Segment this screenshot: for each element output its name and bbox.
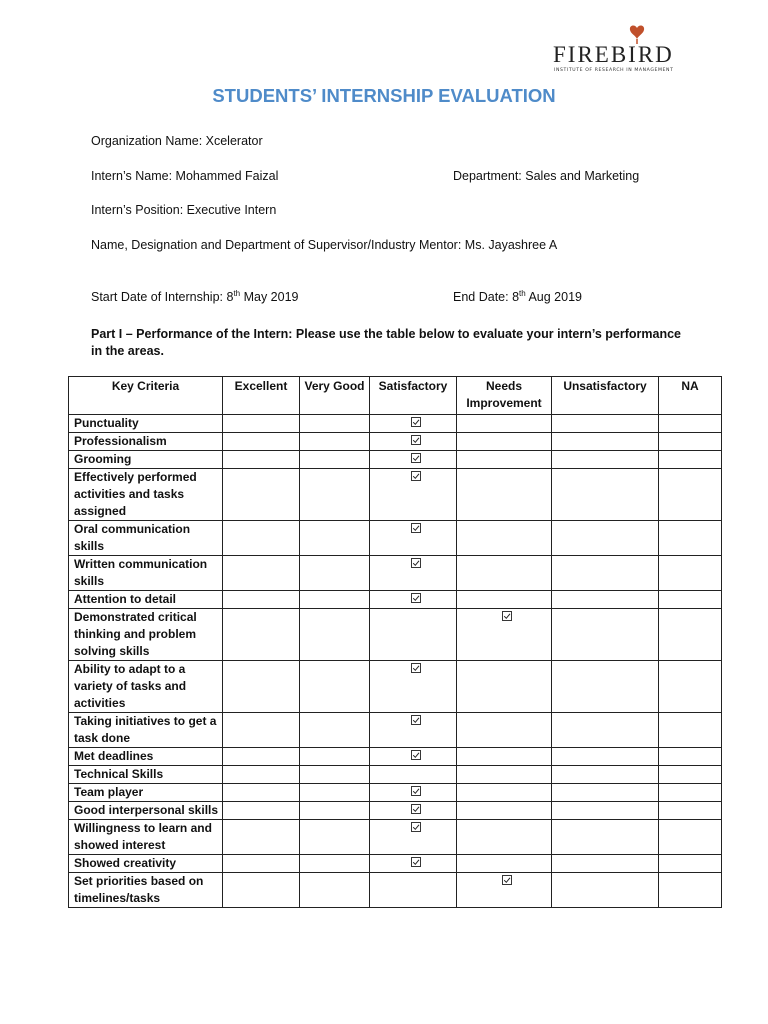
organization-name: Organization Name: Xcelerator [91,134,263,148]
rating-cell [370,820,457,855]
rating-cell [457,855,552,873]
header-satisfactory: Satisfactory [370,377,457,415]
criteria-cell: Technical Skills [69,766,223,784]
table-row [69,766,722,784]
rating-cell [223,748,300,766]
table-row [69,609,722,661]
criteria-cell: Written communication skills [69,556,223,591]
rating-cell [457,469,552,521]
rating-cell [457,521,552,556]
rating-cell [659,433,722,451]
rating-cell [552,855,659,873]
criteria-cell: Grooming [69,451,223,469]
check-box-icon [502,611,512,623]
header-very-good: Very Good [300,377,370,415]
rating-cell [223,433,300,451]
rating-cell [552,661,659,713]
rating-cell [659,855,722,873]
bird-icon [626,24,648,44]
header-na: NA [659,377,722,415]
rating-cell [552,451,659,469]
rating-cell [552,766,659,784]
check-box-icon [411,471,421,483]
rating-cell [370,469,457,521]
rating-cell [300,748,370,766]
logo-wordmark: FIREBIRD [553,42,674,67]
rating-cell [552,748,659,766]
table-header-row [69,377,722,415]
rating-cell [457,784,552,802]
header-excellent: Excellent [223,377,300,415]
rating-cell [659,451,722,469]
rating-cell [659,873,722,908]
part-one-instructions: Part I – Performance of the Intern: Please use the table below to evaluate your intern’s performance in the areas. [91,327,681,358]
header-unsatisfactory: Unsatisfactory [552,377,659,415]
check-box-icon [411,822,421,834]
rating-cell [300,802,370,820]
check-box-icon [411,453,421,465]
rating-cell [223,802,300,820]
criteria-cell: Set priorities based on timelines/tasks [69,873,223,908]
rating-cell [552,784,659,802]
rating-cell [300,784,370,802]
check-box-icon [411,558,421,570]
rating-cell [659,748,722,766]
rating-cell [300,855,370,873]
criteria-cell: Attention to detail [69,591,223,609]
check-box-icon [411,786,421,798]
check-box-icon [411,857,421,869]
rating-cell [370,748,457,766]
table-row [69,451,722,469]
rating-cell [300,591,370,609]
rating-cell [552,433,659,451]
table-row [69,855,722,873]
check-box-icon [411,523,421,535]
rating-cell [659,766,722,784]
criteria-cell: Met deadlines [69,748,223,766]
criteria-cell: Demonstrated critical thinking and problem solving skills [69,609,223,661]
rating-cell [457,609,552,661]
rating-cell [659,591,722,609]
intern-position: Intern’s Position: Executive Intern [91,203,277,217]
table-row [69,556,722,591]
header-needs-improvement: Needs Improvement [457,377,552,415]
rating-cell [457,661,552,713]
rating-cell [300,820,370,855]
criteria-cell: Professionalism [69,433,223,451]
start-date [91,290,299,304]
rating-cell [552,521,659,556]
criteria-cell: Punctuality [69,415,223,433]
rating-cell [300,521,370,556]
table-row [69,748,722,766]
table-row [69,820,722,855]
table-row [69,469,722,521]
rating-cell [659,802,722,820]
table-row [69,591,722,609]
rating-cell [223,661,300,713]
rating-cell [552,802,659,820]
criteria-cell: Effectively performed activities and tasks assigned [69,469,223,521]
rating-cell [300,433,370,451]
logo-tagline: INSTITUTE OF RESEARCH IN MANAGEMENT [554,68,674,73]
rating-cell [552,556,659,591]
rating-cell [223,855,300,873]
rating-cell [457,556,552,591]
rating-cell [300,609,370,661]
criteria-cell: Showed creativity [69,855,223,873]
rating-cell [457,820,552,855]
firebird-logo [553,24,678,76]
rating-cell [457,748,552,766]
criteria-cell: Good interpersonal skills [69,802,223,820]
table-row [69,713,722,748]
rating-cell [223,609,300,661]
check-box-icon [411,750,421,762]
rating-cell [370,855,457,873]
evaluation-table-body [69,415,722,908]
rating-cell [370,556,457,591]
rating-cell [552,469,659,521]
rating-cell [370,609,457,661]
check-box-icon [502,875,512,887]
rating-cell [457,713,552,748]
criteria-cell: Oral communication skills [69,521,223,556]
end-date-value: Aug 2019 [525,290,582,304]
start-date-label: Start Date of Internship: 8 [91,290,234,304]
rating-cell [300,556,370,591]
rating-cell [370,591,457,609]
table-row [69,784,722,802]
table-row [69,661,722,713]
rating-cell [659,521,722,556]
rating-cell [659,415,722,433]
rating-cell [659,469,722,521]
check-box-icon [411,435,421,447]
header-key-criteria: Key Criteria [69,377,223,415]
rating-cell [300,873,370,908]
rating-cell [552,820,659,855]
rating-cell [300,766,370,784]
rating-cell [552,873,659,908]
rating-cell [223,415,300,433]
rating-cell [552,609,659,661]
rating-cell [300,451,370,469]
table-row [69,521,722,556]
start-date-value: May 2019 [240,290,299,304]
rating-cell [223,591,300,609]
criteria-cell: Willingness to learn and showed interest [69,820,223,855]
rating-cell [370,521,457,556]
rating-cell [659,784,722,802]
supervisor-mentor: Name, Designation and Department of Supervisor/Industry Mentor: Ms. Jayashree A [91,238,558,252]
table-row [69,415,722,433]
rating-cell [370,713,457,748]
rating-cell [552,415,659,433]
rating-cell [223,469,300,521]
criteria-cell: Taking initiatives to get a task done [69,713,223,748]
rating-cell [223,451,300,469]
check-box-icon [411,593,421,605]
rating-cell [552,591,659,609]
check-box-icon [411,417,421,429]
rating-cell [300,415,370,433]
intern-name: Intern’s Name: Mohammed Faizal [91,169,279,183]
rating-cell [223,713,300,748]
rating-cell [457,766,552,784]
rating-cell [370,433,457,451]
rating-cell [370,661,457,713]
end-date-suffix: th [519,288,526,298]
rating-cell [370,766,457,784]
rating-cell [659,609,722,661]
end-date-label: End Date: 8 [453,290,520,304]
rating-cell [659,820,722,855]
evaluation-table [68,376,722,908]
check-box-icon [411,663,421,675]
rating-cell [223,521,300,556]
rating-cell [457,802,552,820]
rating-cell [300,661,370,713]
rating-cell [370,415,457,433]
rating-cell [223,820,300,855]
criteria-cell: Team player [69,784,223,802]
rating-cell [457,451,552,469]
table-row [69,873,722,908]
rating-cell [223,784,300,802]
rating-cell [370,802,457,820]
rating-cell [223,556,300,591]
check-box-icon [411,715,421,727]
rating-cell [223,873,300,908]
rating-cell [457,873,552,908]
rating-cell [659,713,722,748]
criteria-cell: Ability to adapt to a variety of tasks and activities [69,661,223,713]
rating-cell [457,433,552,451]
rating-cell [370,451,457,469]
rating-cell [223,766,300,784]
page-title: STUDENTS’ INTERNSHIP EVALUATION [212,85,556,106]
rating-cell [659,661,722,713]
start-date-suffix: th [233,288,241,298]
rating-cell [300,469,370,521]
rating-cell [457,591,552,609]
table-row [69,802,722,820]
table-row [69,433,722,451]
rating-cell [552,713,659,748]
end-date [453,290,582,304]
rating-cell [457,415,552,433]
rating-cell [659,556,722,591]
rating-cell [300,713,370,748]
department: Department: Sales and Marketing [453,169,640,183]
check-box-icon [411,804,421,816]
rating-cell [370,784,457,802]
rating-cell [370,873,457,908]
